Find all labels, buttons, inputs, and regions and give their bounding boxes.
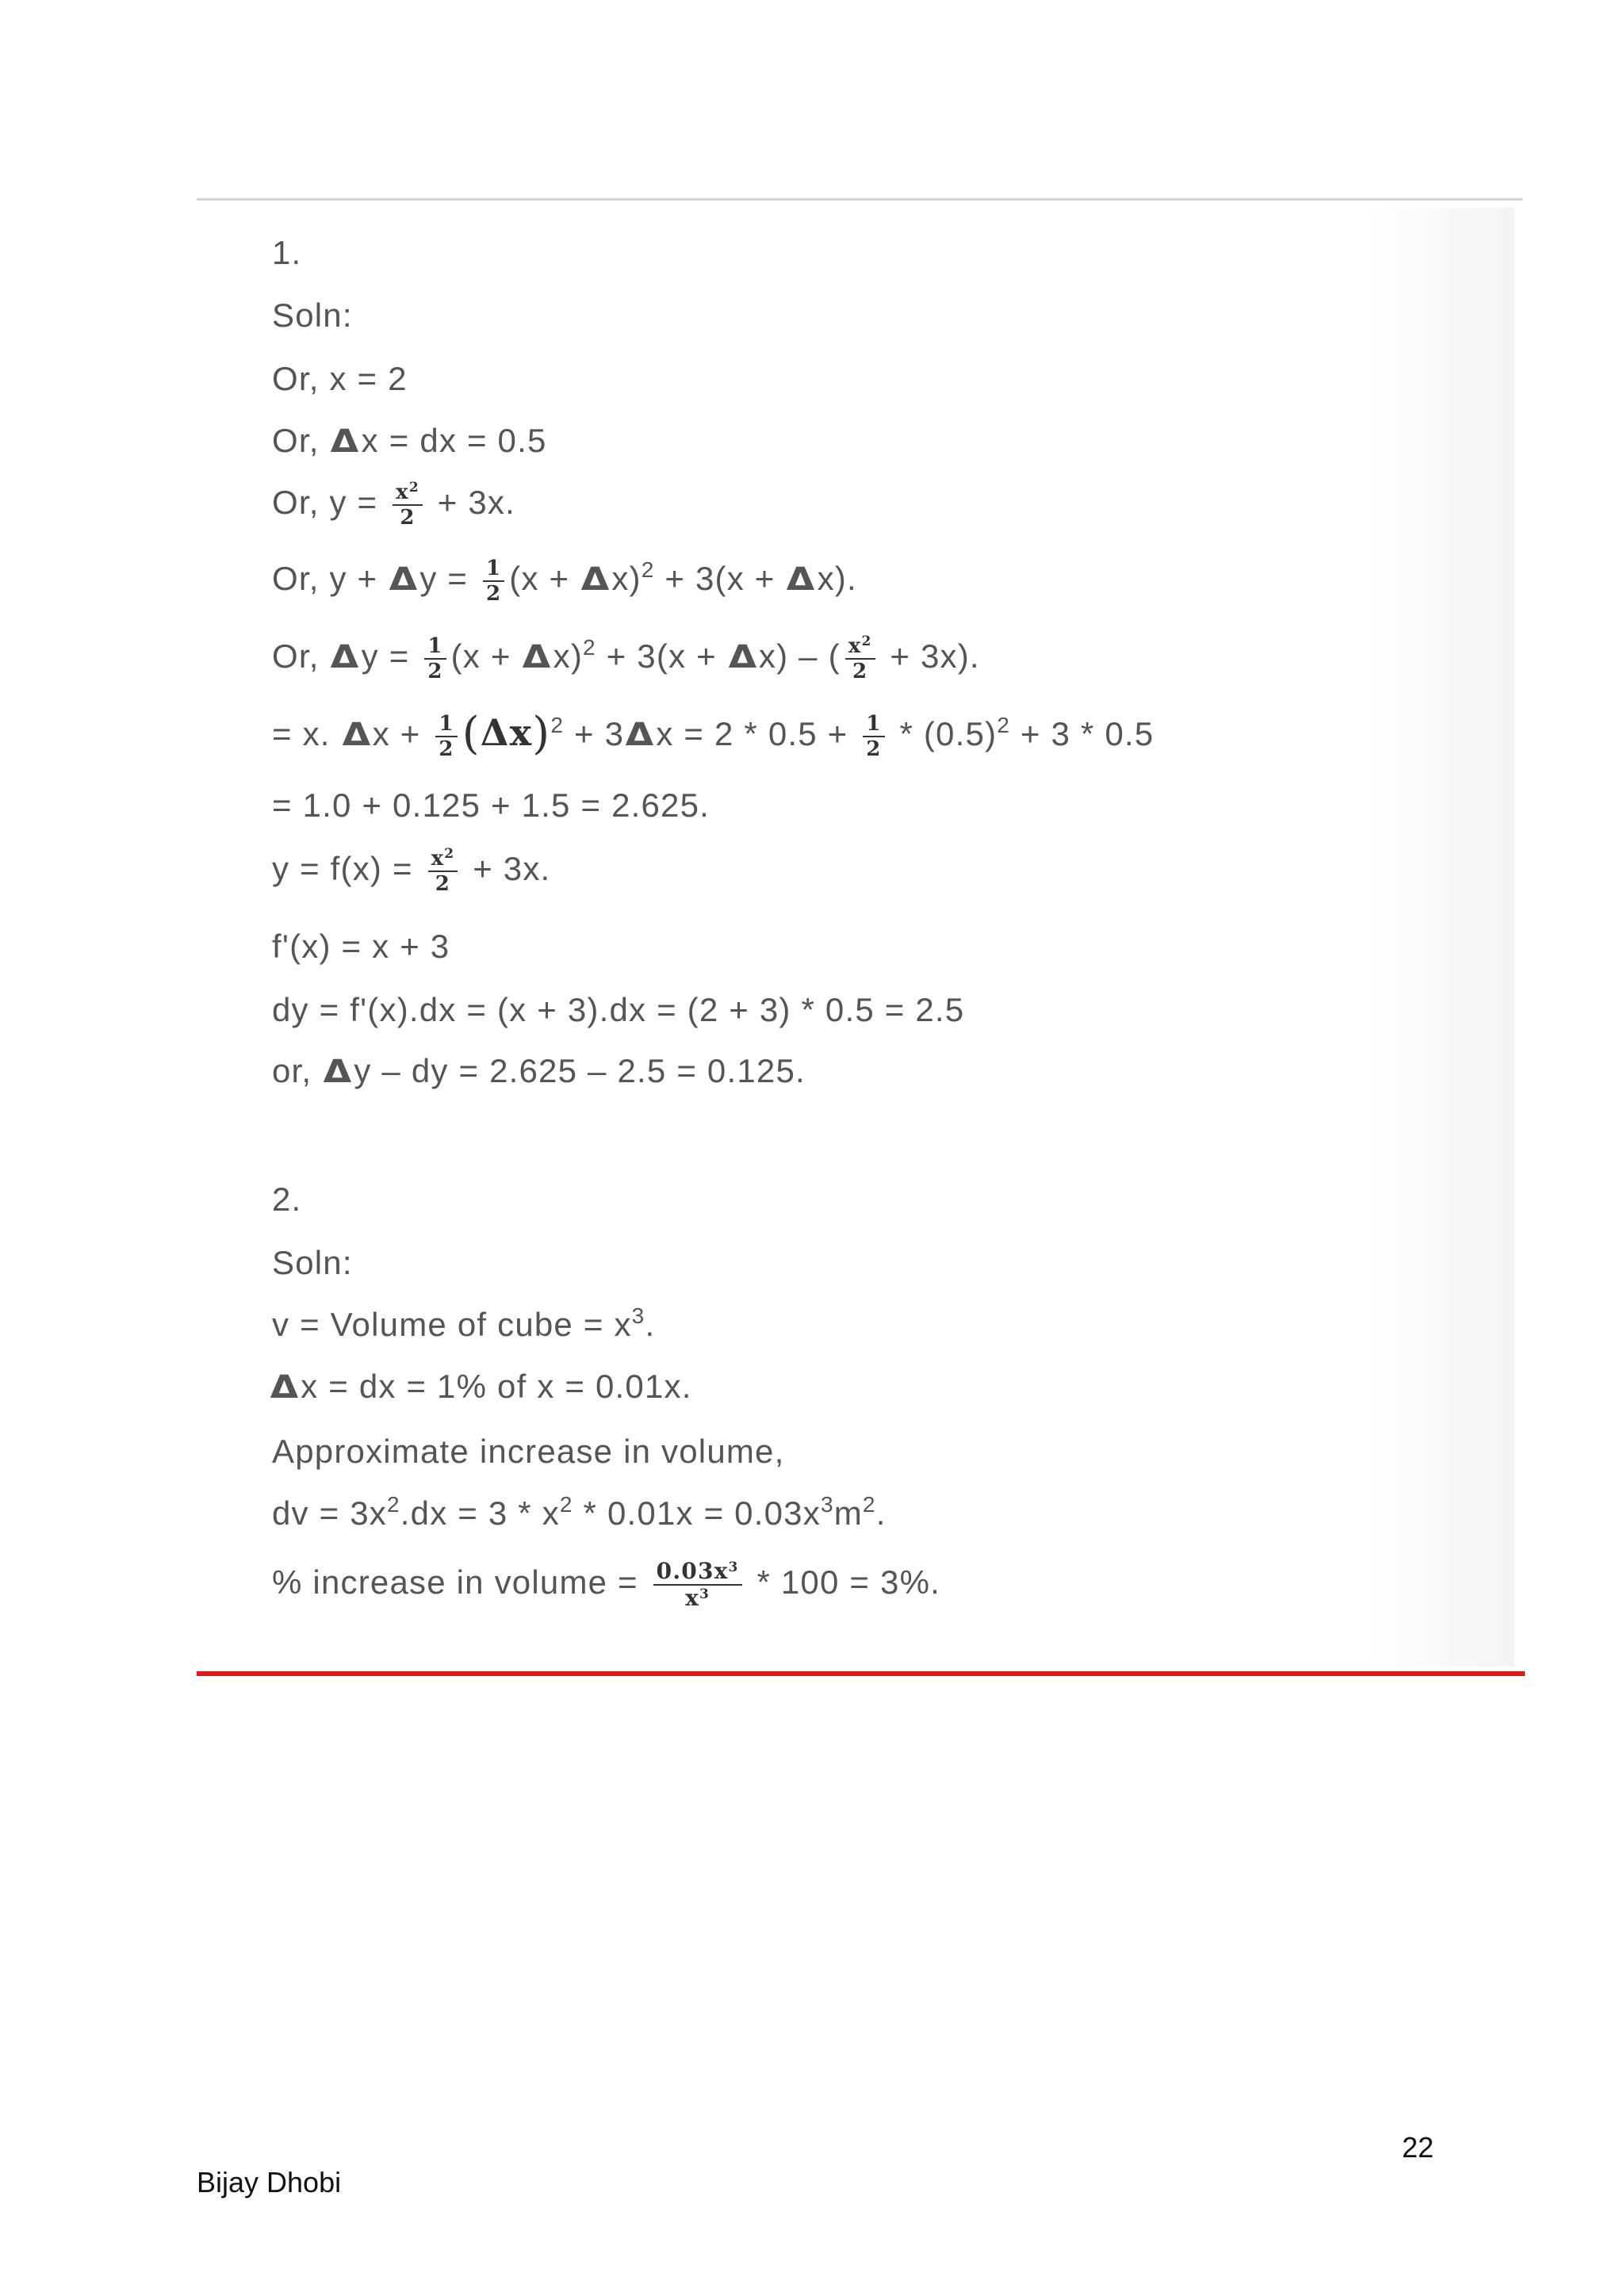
delta-symbol: Δ <box>523 639 553 676</box>
delta-symbol: Δ <box>625 717 655 753</box>
fraction: $\frac{x^2}{2}$ <box>428 848 458 894</box>
problem-1-line-9: f'(x) = x + 3 <box>272 928 450 965</box>
fraction: $\frac{x^2}{2}$ <box>393 482 423 528</box>
top-divider <box>197 198 1522 201</box>
problem-1-line-4: Or, y + Δy = $\frac{1}{2}$ $(x + \Delta x)^2 + 3(x + \Delta x)$. <box>272 557 857 606</box>
delta-symbol: Δ <box>786 561 816 599</box>
problem-1-line-7: = 1.0 + 0.125 + 1.5 = 2.625. <box>272 786 710 824</box>
footer-author: Bijay Dhobi <box>197 2166 342 2198</box>
delta-symbol: Δ <box>331 423 361 460</box>
problem-2-line-4: dv = $3x^2.dx = 3 * x^2 * 0.01x = 0.03x^3m^2$. <box>272 1492 887 1532</box>
fraction: $\frac{1}{2}$ <box>424 636 446 682</box>
fraction: $\frac{1}{2}$ <box>863 714 884 760</box>
problem-2-line-1: v = Volume of cube = $x^3$. <box>272 1303 656 1343</box>
problem-2-soln-label: Soln: <box>272 1244 353 1281</box>
problem-1-line-2: Or, Δx = dx = 0.5 <box>272 422 547 460</box>
delta-symbol: Δ <box>389 561 419 599</box>
problem-2-line-2: Δx = dx = 1% of x = 0.01x. <box>270 1368 692 1406</box>
bottom-divider <box>197 1671 1525 1676</box>
problem-1-line-10: dy = f'(x).dx = (x + 3).dx = (2 + 3) * 0.5 = 2.5 <box>272 991 965 1028</box>
problem-1-line-5: Or, Δy = $\frac{1}{2}$ $(x + \Delta x)^2 + 3(x + \Delta x)$ – ( $\frac{x^2}{2}$ + 3x). <box>272 633 980 683</box>
delta-symbol: Δ <box>342 717 372 753</box>
problem-2-number: 2. <box>272 1181 302 1218</box>
delta-symbol: Δ <box>728 639 758 676</box>
delta-symbol: Δ <box>580 561 611 599</box>
fraction: $\frac{1}{2}$ <box>483 558 504 604</box>
delta-symbol: Δ <box>331 639 361 676</box>
page-number: 22 <box>1402 2131 1434 2164</box>
fraction: $\frac{1}{2}$ <box>435 714 457 760</box>
problem-1-line-1: Or, x = 2 <box>272 360 408 397</box>
problem-1-number: 1. <box>272 234 302 271</box>
fraction: $\frac{x^2}{2}$ <box>845 636 875 682</box>
fraction: $\frac{0.03x^3}{x^3}$ <box>653 1560 742 1609</box>
problem-1-line-3: Or, y = $\frac{x^2}{2}$ + 3x. <box>272 480 515 530</box>
problem-2-line-3: Approximate increase in volume, <box>272 1433 785 1470</box>
delta-symbol: Δ <box>323 1054 353 1090</box>
problem-1-soln-label: Soln: <box>272 297 353 334</box>
problem-1-line-11: or, Δy – dy = 2.625 – 2.5 = 0.125. <box>272 1052 806 1090</box>
problem-1-line-8: y = f(x) = $\frac{x^2}{2}$ + 3x. <box>272 846 551 896</box>
problem-1-line-6: = x. Δx + $\frac{1}{2}$ $(\Delta x)^2 + 3\Delta x = 2 * 0.5$ + $\frac{1}{2}$ * $(0.5)^2 + 3 * 0.5$ <box>272 708 1155 761</box>
delta-symbol: Δ <box>270 1369 300 1406</box>
problem-2-line-5: % increase in volume = $\frac{0.03x^3}{x^3}$ * 100 = 3%. <box>272 1558 940 1611</box>
